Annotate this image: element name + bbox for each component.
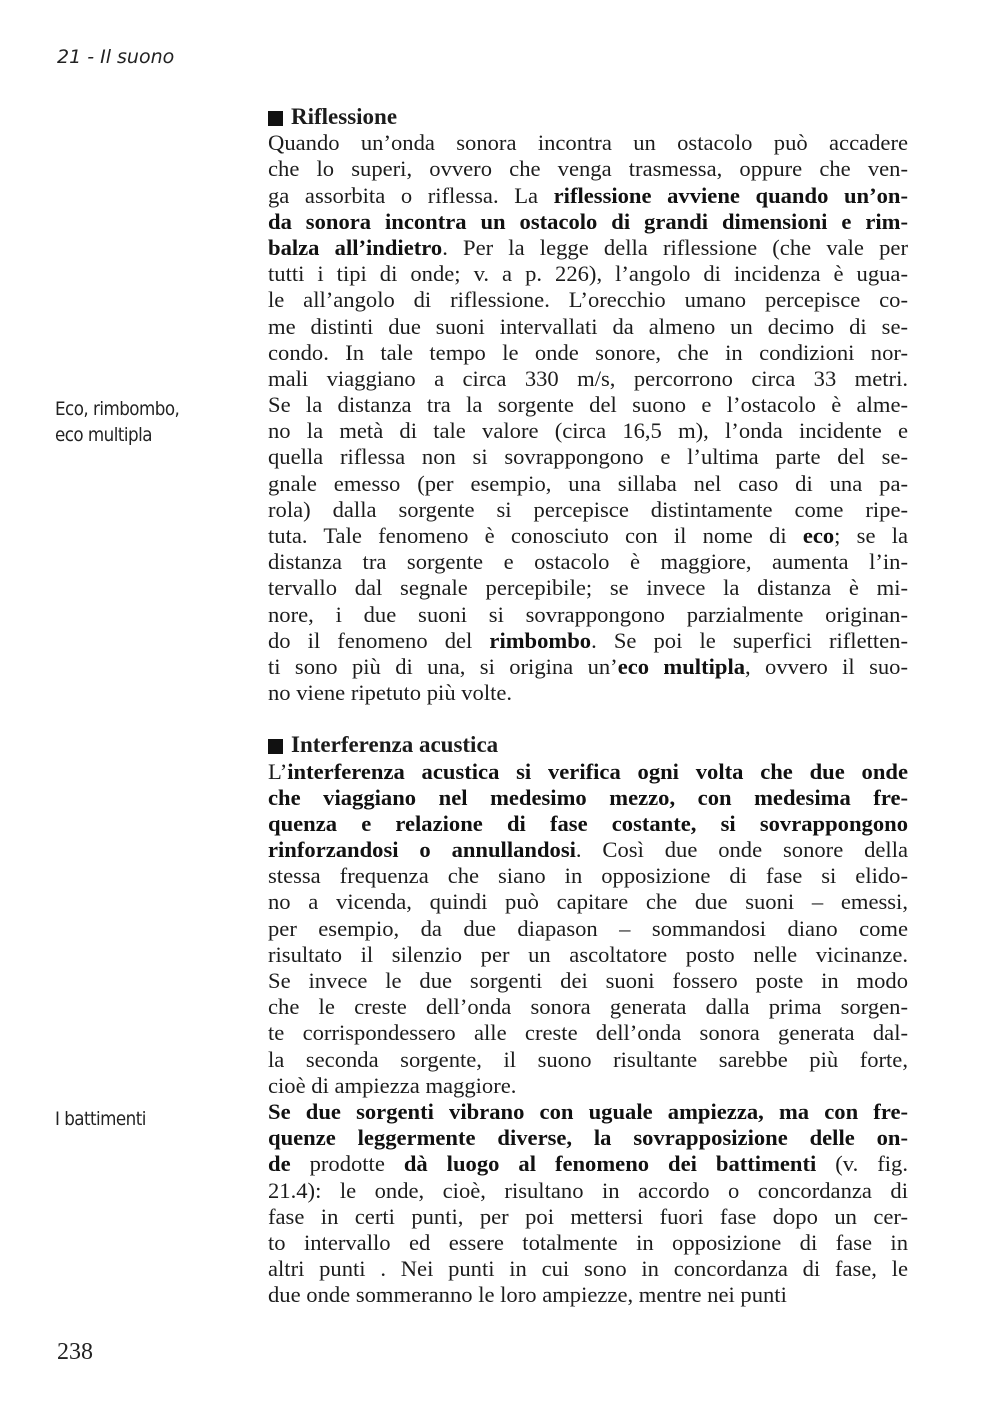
text-line — [268, 942, 908, 968]
text-line — [268, 471, 908, 497]
text-run: stessa frequenza che siano in opposizione di fase si elido- — [268, 863, 908, 889]
text-line — [268, 209, 908, 235]
text-line — [268, 680, 908, 706]
text-run: condo. In tale tempo le onde sonore, che in condizioni nor- — [268, 339, 908, 365]
text-line — [268, 628, 908, 654]
section-heading-interferenza — [268, 732, 908, 758]
text-run: to intervallo ed essere totalmente in opposizione di fase in — [268, 1229, 908, 1255]
text-run: le all’angolo di riflessione. L’orecchio umano percepisce co- — [268, 287, 908, 313]
text-run: Se la distanza tra la sorgente del suono e l’ostacolo è alme- — [268, 392, 908, 418]
page-number: 238 — [57, 1339, 93, 1365]
text-run: gnale emesso (per esempio, una sillaba nel caso di una pa- — [268, 470, 908, 496]
text-run: no viene ripetuto più volte. — [268, 680, 513, 706]
text-run: tutti i tipi di onde; v. a p. 226), l’angolo di incidenza è ugua- — [268, 261, 908, 287]
text-line — [268, 811, 908, 837]
text-line — [268, 654, 908, 680]
text-line — [268, 444, 908, 470]
margin-note-battimenti — [55, 1106, 146, 1132]
text-run: altri punti . Nei punti in cui sono in concordanza di fase, le — [268, 1256, 908, 1282]
text-line — [268, 130, 908, 156]
text-run: ga assorbita o riflessa. La — [268, 182, 554, 208]
text-run: (v. fig. — [816, 1151, 908, 1177]
text-line — [268, 183, 908, 209]
text-line — [268, 602, 908, 628]
text-line — [268, 1230, 908, 1256]
text-run: cioè di ampiezza maggiore. — [268, 1072, 517, 1098]
bold-text: da sonora incontra un ostacolo di grandi dimensioni e rim- — [268, 208, 908, 234]
text-run: nore, i due suoni si sovrappongono parzialmente originan- — [268, 601, 908, 627]
text-line — [268, 994, 908, 1020]
bold-text: che viaggiano nel medesimo mezzo, con medesima fre- — [268, 784, 908, 810]
text-line — [268, 1256, 908, 1282]
bold-text: Se due sorgenti vibrano con uguale ampiezza, ma con fre- — [268, 1098, 908, 1124]
section-gap — [268, 706, 908, 732]
text-run: la seconda sorgente, il suono risultante sarebbe più forte, — [268, 1046, 908, 1072]
section-title: Riflessione — [291, 104, 398, 129]
text-line — [268, 418, 908, 444]
bold-text: de — [268, 1151, 291, 1177]
text-run: quella riflessa non si sovrappongono e l’ultima parte del se- — [268, 444, 908, 470]
text-line — [268, 889, 908, 915]
text-line — [268, 366, 908, 392]
text-line — [268, 1204, 908, 1230]
text-run: tervallo dal segnale percepibile; se invece la distanza è mi- — [268, 575, 908, 601]
text-line — [268, 549, 908, 575]
text-line — [268, 523, 908, 549]
text-run: rola) dalla sorgente si percepisce distintamente come ripe- — [268, 496, 908, 522]
bold-text: rinforzandosi o annullandosi — [268, 837, 576, 863]
square-bullet-icon — [268, 111, 283, 126]
margin-note-line: I battimenti — [55, 1108, 146, 1130]
text-run: no la metà di tale valore (circa 16,5 m), l’onda incidente e — [268, 418, 908, 444]
text-run: ti sono più di una, si origina un’ — [268, 653, 618, 679]
text-line — [268, 1020, 908, 1046]
text-line — [268, 1099, 908, 1125]
text-run: . Se poi le superfici rifletten- — [591, 627, 908, 653]
bold-text: eco multipla — [617, 653, 746, 679]
text-line — [268, 314, 908, 340]
bold-text: riflessione avviene quando un’on- — [553, 182, 908, 208]
text-line — [268, 287, 908, 313]
text-line — [268, 1151, 908, 1177]
text-line — [268, 759, 908, 785]
text-run: te corrispondessero alle creste dell’onda sonora generata dal- — [268, 1020, 908, 1046]
text-run: tuta. Tale fenomeno è conosciuto con il nome di — [268, 523, 803, 549]
text-run: 21.4): le onde, cioè, risultano in accordo o concordanza di — [268, 1177, 908, 1203]
text-run: . Per la legge della riflessione (che vale per — [442, 234, 908, 260]
margin-note-eco — [55, 396, 179, 448]
text-line — [268, 340, 908, 366]
text-line — [268, 497, 908, 523]
running-head: 21 - Il suono — [57, 46, 175, 68]
text-run: distanza tra sorgente e ostacolo è maggiore, aumenta l’in- — [268, 549, 908, 575]
text-run: mali viaggiano a circa 330 m/s, percorrono circa 33 metri. — [268, 365, 908, 391]
square-bullet-icon — [268, 739, 283, 754]
text-run: per esempio, da due diapason – sommandosi diano come — [268, 915, 908, 941]
text-line — [268, 235, 908, 261]
margin-note-line: eco multipla — [55, 424, 152, 446]
bold-text: quenza e relazione di fase costante, si sovrappongono — [268, 810, 908, 836]
text-line — [268, 863, 908, 889]
text-run: . Così due onde sonore della — [575, 837, 909, 863]
text-run: , ovvero il suo- — [745, 653, 908, 679]
bold-text: quenze leggermente diverse, la sovrapposizione delle on- — [268, 1125, 908, 1151]
text-line — [268, 837, 908, 863]
text-run: Quando un’onda sonora incontra un ostacolo può accadere — [268, 130, 908, 156]
text-line — [268, 1047, 908, 1073]
bold-text: interferenza acustica si verifica ogni volta che due onde — [287, 758, 908, 784]
text-line — [268, 916, 908, 942]
text-run: due onde sommeranno le loro ampiezze, mentre nei punti — [268, 1282, 787, 1308]
text-run: L’ — [268, 758, 288, 784]
text-run: ; se la — [834, 523, 909, 549]
main-text-column — [268, 104, 908, 1308]
text-line — [268, 1073, 908, 1099]
text-run: Se invece le due sorgenti dei suoni fossero poste in modo — [268, 968, 908, 994]
bold-text: rimbombo — [489, 627, 592, 653]
bold-text: dà luogo al fenomeno dei battimenti — [403, 1151, 817, 1177]
text-line — [268, 156, 908, 182]
text-line — [268, 1125, 908, 1151]
bold-text: balza all’indietro — [268, 234, 443, 260]
section-body-interferenza — [268, 759, 908, 1309]
text-run: risultato il silenzio per un ascoltatore posto nelle vicinanze. — [268, 941, 908, 967]
text-line — [268, 1178, 908, 1204]
text-run: no a vicenda, quindi può capitare che due suoni – emessi, — [268, 889, 908, 915]
margin-note-line: Eco, rimbombo, — [55, 398, 180, 420]
bold-text: eco — [802, 523, 835, 549]
section-heading-riflessione — [268, 104, 908, 130]
text-run: che lo superi, ovvero che venga trasmessa, oppure che ven- — [268, 156, 908, 182]
text-line — [268, 785, 908, 811]
text-run: me distinti due suoni intervallati da almeno un decimo di se- — [268, 313, 908, 339]
text-run: che le creste dell’onda sonora generata dalla prima sorgen- — [268, 994, 908, 1020]
text-line — [268, 392, 908, 418]
text-run: fase in certi punti, per poi mettersi fuori fase dopo un cer- — [268, 1203, 908, 1229]
section-title: Interferenza acustica — [291, 732, 499, 758]
text-line — [268, 261, 908, 287]
text-line — [268, 968, 908, 994]
text-line — [268, 575, 908, 601]
text-run: prodotte — [290, 1151, 404, 1177]
text-line — [268, 1282, 908, 1308]
section-body-riflessione — [268, 130, 908, 706]
text-run: do il fenomeno del — [268, 627, 490, 653]
